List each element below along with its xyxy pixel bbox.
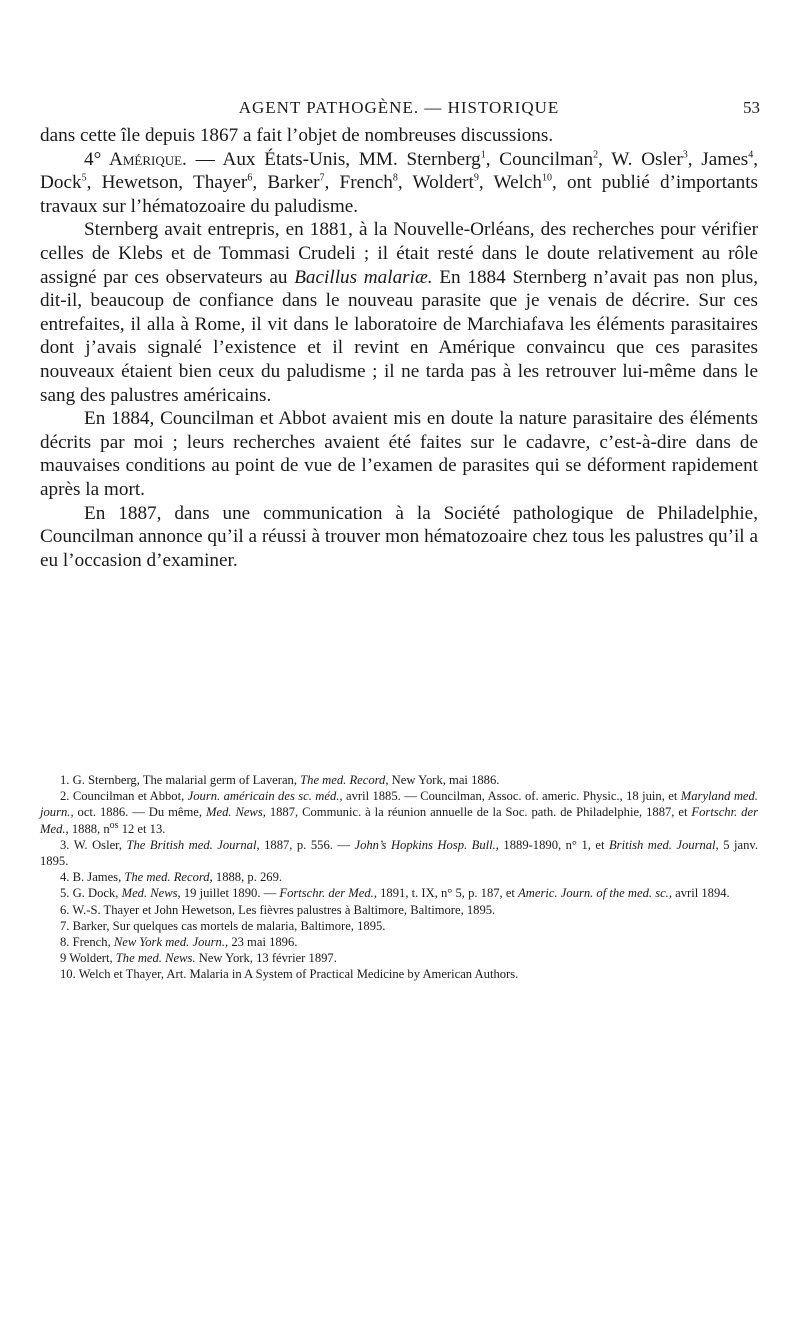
text-run: 5. G. Dock,	[60, 886, 119, 901]
text-run: En 1884 Sternberg n’avait pas non plus, dit-il, beaucoup de confiance dans le nouveau parasite que je venais de décrire. Sur ces entrefaites, il alla à Rome, il vit dans le laboratoire de Marchiafava les éléments parasitaires dont j’avais signalé l’existence et il revint en Amérique convaincu que ces parasites nouveaux étaient bien ceux du paludisme ; il ne tarda pas à les retrouver lui-même dans le sang des palustres américains.	[40, 266, 759, 406]
italic-title: Fortschr. der Med.,	[40, 805, 758, 836]
text-run: 1887, p. 556. —	[264, 837, 350, 852]
italic-title: Med. News,	[205, 805, 266, 820]
paragraph-text: En 1884, Councilman et Abbot avaient mis en doute la nature parasitaire des éléments décrits par moi ; leurs recherches avaient été faites sur le cadavre, c’est-à-dire dans de mauvaises conditions au point de vue de l’examen de parasites qui se déforment rapidement après la mort.	[40, 408, 758, 500]
footnote-ref: 10	[542, 172, 553, 184]
text-run: , Welch	[478, 172, 543, 194]
footnote	[40, 788, 758, 837]
footnote	[40, 902, 758, 918]
italic-title: New York med. Journ.,	[113, 935, 229, 950]
footnote-ref: 5	[81, 172, 87, 184]
paragraph-america	[40, 148, 758, 219]
text-run: 3. W. Osler,	[60, 837, 122, 852]
italic-title: John’s Hopkins Hosp. Bull.,	[354, 837, 499, 852]
italic-title: The med. Record,	[124, 870, 213, 885]
paragraph-text: En 1887, dans une communication à la Société pathologique de Philadelphie, Councilman annonce qu’il a réussi à trouver mon hématozoaire chez tous les palustres qu’il a eu l’occasion d’examiner.	[40, 502, 758, 571]
footnote-ref: 6	[247, 172, 253, 184]
footnote	[40, 966, 758, 982]
italic-title: Journ. américain des sc. méd.,	[187, 789, 343, 804]
footnote	[40, 772, 758, 788]
text-run: 1888, p. 269.	[215, 870, 283, 885]
text-run: oct. 1886. — Du même,	[77, 805, 203, 820]
footnote-ref: 4	[748, 149, 754, 161]
italic-title: Maryland med. journ.,	[40, 789, 758, 820]
text-run: Aux États-Unis, MM. Sternberg	[222, 148, 481, 170]
footnote-ref: 8	[392, 172, 398, 184]
paragraph	[40, 124, 758, 148]
text-run: Sternberg avait entrepris, en 1881, à la Nouvelle-Orléans, des recherches pour vérifier celles de Klebs et de Tommasi Crudeli ; il était resté dans le doute relativement au rôle assigné par ces observateurs au	[40, 219, 758, 288]
text-run: avril 1894.	[675, 886, 730, 901]
footnote	[40, 837, 758, 869]
footnote	[40, 869, 758, 885]
italic-title: Med. News,	[121, 886, 181, 901]
italic-title: Fortschr. der Med.,	[279, 886, 377, 901]
italic-title: The med. Record,	[300, 773, 389, 787]
running-title: AGENT PATHOGÈNE. — HISTORIQUE	[238, 98, 560, 117]
footnote-text: 6. W.-S. Thayer et John Hewetson, Les fièvres palustres à Baltimore, Baltimore, 1895.	[60, 902, 496, 917]
text-run: , French	[324, 172, 393, 194]
footnotes	[40, 772, 758, 983]
text-run: 1888, n	[71, 821, 110, 836]
text-run: , James	[687, 148, 749, 170]
italic-title: The British med. Journal,	[126, 837, 260, 852]
text-run: 8. French,	[60, 935, 111, 950]
text-run: New York, mai 1886.	[391, 773, 500, 787]
footnote-ref: 1	[480, 149, 486, 161]
text-run: 12 et 13.	[121, 821, 166, 836]
paragraph-text: dans cette île depuis 1867 a fait l’objet de nombreuses discussions.	[40, 125, 554, 146]
text-run: , Hewetson, Thayer	[86, 172, 248, 194]
main-text	[40, 124, 758, 572]
italic-title: British med. Journal,	[608, 837, 719, 852]
footnote	[40, 885, 758, 901]
paragraph	[40, 407, 758, 501]
text-run: 23 mai 1896.	[231, 935, 298, 950]
text-run: , Barker	[252, 172, 320, 194]
page-header	[40, 96, 758, 120]
text-run: 1887, Communic. à la réunion annuelle de la Soc. path. de Philadelphie, 1887, et	[269, 805, 688, 820]
footnote-text: 7. Barker, Sur quelques cas mortels de malaria, Baltimore, 1895.	[60, 918, 386, 933]
footnote	[40, 934, 758, 950]
text-run: , ont publié d’importants travaux sur l’hématozoaire du paludisme.	[40, 172, 759, 217]
text-run: 1891, t. IX, n° 5, p. 187, et	[380, 886, 515, 901]
italic-title: Americ. Journ. of the med. sc.,	[518, 886, 672, 901]
paragraph	[40, 502, 758, 573]
text-run: 1889-1890, n° 1, et	[503, 837, 605, 852]
text-run: 5 janv. 1895.	[40, 837, 759, 869]
text-run: 1. G. Sternberg, The malarial germ of Laveran,	[60, 773, 297, 787]
footnote	[40, 950, 758, 966]
text-run: 4. B. James,	[60, 870, 122, 885]
text-run: , Dock	[40, 148, 758, 194]
text-run: , W. Osler	[598, 148, 683, 170]
italic-title: The med. News.	[115, 951, 196, 966]
text-run: , Woldert	[397, 172, 474, 194]
text-run: avril 1885. — Councilman, Assoc. of. americ. Physic., 18 juin, et	[345, 789, 678, 804]
section-lead: 4° Amérique. —	[84, 148, 215, 170]
text-run: New York, 13 février 1897.	[198, 951, 337, 966]
italic-term: Bacillus malariæ.	[294, 266, 433, 288]
footnote-ref: 7	[319, 172, 325, 184]
footnote	[40, 918, 758, 934]
paragraph	[40, 218, 758, 407]
text-run: 2. Councilman et Abbot,	[60, 789, 185, 804]
footnote-text: 10. Welch et Thayer, Art. Malaria in A System of Practical Medicine by American Authors.	[60, 967, 519, 982]
footnote-ref: 3	[682, 149, 688, 161]
superscript: os	[109, 819, 119, 831]
text-run: 9 Woldert,	[60, 951, 113, 966]
footnote-ref: 2	[593, 149, 599, 161]
footnote-ref: 9	[473, 172, 479, 184]
text-run: , Councilman	[485, 148, 594, 170]
page-number: 53	[743, 98, 760, 117]
text-run: 19 juillet 1890. —	[183, 886, 277, 901]
